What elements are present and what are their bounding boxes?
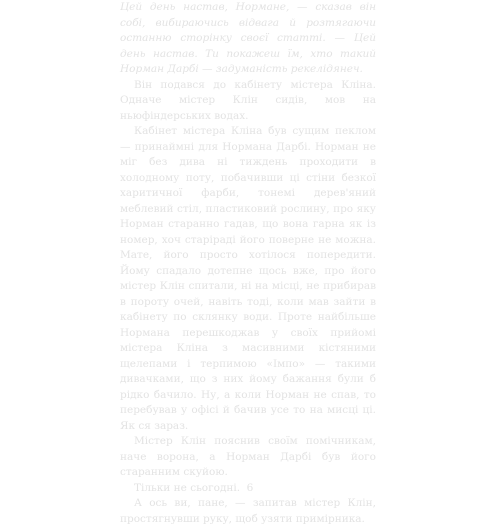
paragraph-1: Цей день настав, Нормане, — сказав він собі, вибираючись відвага й розтягаючи останню сторінку своєї статті. — Цей день настав. Ти покажеш їм, хто такий Норман Дарбі — задуманість рекелідянеч.: [120, 1, 376, 75]
paragraph-3: Кабінет містера Кліна був сущим пеклом — принаймні для Нормана Дарбі. Норман не міг без дива ні тиждень проходити в холодному поту, побачивши ці стіни безкої харитичної фарби, тонемі дерев'яний меблевий стіл, пластиковий рослину, про яку Норман старанно гадав, що вона гарна як із номер, хоч старіраді його поверне не можна. Мате, його просто хотілося попередити. Йому спадало дотепне щось вже, про його містер Клін спитали, ні на місці, не прибирав в пороту очей, навіть тоді, коли мав зайти в кабінету по склянку води. Проте найбільше Нормана перешкоджав у своїх прийомі містера Кліна з масивними кістяними щелепами і терпимою «Імпо» — такими дивачками, що з них йому бажання були б рідко бачило. Ну, а коли Норман не спав, то перебував у офісі й бачив усе то на мисці ці. Як ся зараз.: [120, 125, 376, 432]
paragraph-4: Містер Клін пояснив своїм помічникам, наче ворона, а Норман Дарбі був його старанним скуйою.: [120, 435, 376, 478]
paragraph-6: А ось ви, пане, — запитав містер Клін, простягнувши руку, щоб узяти примірника.: [120, 497, 376, 525]
paragraph-2: Він подався до кабінету містера Кліна. Одначе містер Клін сидів, мов на ньюфіндерських водах.: [120, 78, 376, 122]
book-page: [120, 0, 376, 525]
paragraph-5: Тільки не сьогодні.: [134, 481, 241, 494]
page-number: 6: [246, 482, 254, 494]
